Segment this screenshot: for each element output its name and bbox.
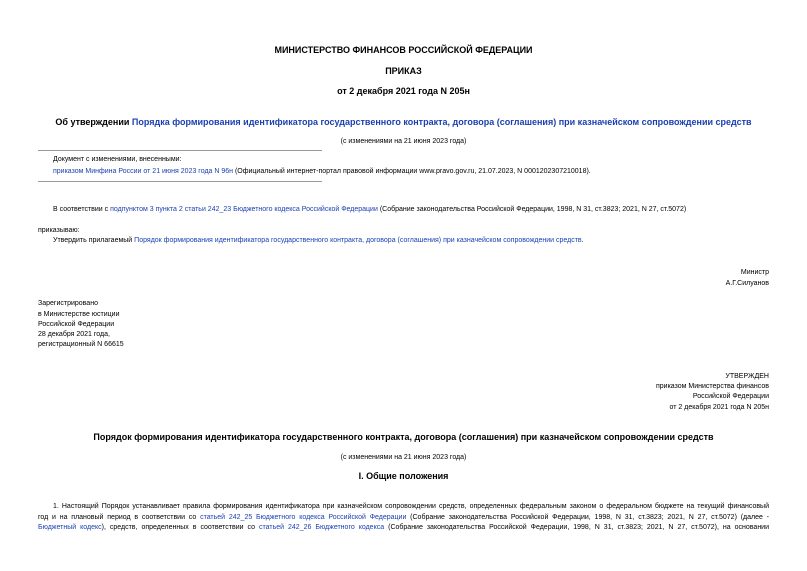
signature-name: А.Г.Силуанов <box>725 280 769 287</box>
changes-bottom-divider <box>38 181 322 182</box>
changes-entry-tail: (Официальный интернет-портал правовой информации www.pravo.gov.ru, 21.07.2023, N 0001202307210018). <box>233 168 591 175</box>
approved-line: от 2 декабря 2021 года N 205н <box>669 404 769 411</box>
order-title <box>0 117 807 128</box>
approved-line: Российской Федерации <box>692 393 769 400</box>
p1-line2-a: год и на плановый период в соответствии со <box>38 514 201 521</box>
changes-top-divider <box>38 150 322 151</box>
changes-label: Документ с изменениями, внесенными: <box>53 156 182 163</box>
preamble-tail: (Собрание законодательства Российской Федерации, 1998, N 31, ст.3823; 2021, N 27, ст.5072) <box>377 206 687 213</box>
approved-line: приказом Министерства финансов <box>655 383 769 390</box>
p1-line2-b: (Собрание законодательства Российской Федерации, 1998, N 31, ст.3823; 2021, N 27, ст.5072) (далее - <box>406 514 770 521</box>
doc-type-heading: ПРИКАЗ <box>385 66 422 76</box>
approved-line: УТВЕРЖДЕН <box>725 373 769 380</box>
order-text <box>53 236 584 245</box>
article-242-26-link[interactable]: статьей 242_26 Бюджетного кодекса <box>259 524 385 531</box>
ministry-heading: МИНИСТЕРСТВО ФИНАНСОВ РОССИЙСКОЙ ФЕДЕРАЦИИ <box>274 45 533 55</box>
procedure-title: Порядок формирования идентификатора государственного контракта, договора (соглашения) при казначейском сопровождении средств <box>93 432 714 442</box>
section-heading: I. Общие положения <box>358 471 449 481</box>
registration-line: в Министерстве юстиции <box>38 311 120 318</box>
order-date-number: от 2 декабря 2021 года N 205н <box>337 86 470 96</box>
budget-code-article-link[interactable]: подпунктом 3 пункта 2 статьи 242_23 Бюджетного кодекса Российской Федерации <box>110 206 378 213</box>
article-242-25-link[interactable]: статьей 242_25 Бюджетного кодекса Российской Федерации <box>200 514 407 521</box>
preamble <box>53 205 686 214</box>
p1-line3-b: (Собрание законодательства Российской Федерации, 1998, N 31, ст.3823; 2021, N 27, ст.5072), на основании <box>384 524 770 531</box>
changes-entry <box>53 167 591 176</box>
amending-order-link[interactable]: приказом Минфина России от 21 июня 2023 года N 96н <box>53 168 234 175</box>
order-verb: приказываю: <box>38 227 80 234</box>
procedure-edition-note: (с изменениями на 21 июня 2023 года) <box>340 454 467 461</box>
registration-line: Зарегистрировано <box>38 300 98 307</box>
preamble-prefix: В соответствии с <box>53 206 111 213</box>
procedure-link[interactable]: Порядок формирования идентификатора государственного контракта, договора (соглашения) при казначейском сопровождении средств <box>134 237 582 244</box>
order-text-prefix: Утвердить прилагаемый <box>53 237 135 244</box>
paragraph-1-line-3 <box>38 523 769 532</box>
order-text-tail: . <box>581 237 584 244</box>
paragraph-1-line-2 <box>38 513 769 522</box>
signature-position: Министр <box>740 269 769 276</box>
order-title-prefix: Об утверждении <box>55 117 132 127</box>
registration-line: 28 декабря 2021 года, <box>38 331 110 338</box>
edition-note: (с изменениями на 21 июня 2023 года) <box>340 138 467 145</box>
paragraph-1-line-1: 1. Настоящий Порядок устанавливает правила формирования идентификатора при казначейском сопровождении средств, определенных федеральным законом о федеральном бюджете на текущий финансовый <box>53 503 769 510</box>
budget-code-link[interactable]: Бюджетный кодекс <box>38 524 102 531</box>
registration-line: Российской Федерации <box>38 321 115 328</box>
order-title-link[interactable]: Порядка формирования идентификатора государственного контракта, договора (соглашения) при казначейском сопровождении средств <box>131 117 752 127</box>
registration-line: регистрационный N 66615 <box>38 341 124 348</box>
p1-line3-a: ), средств, определенных в соответствии со <box>101 524 259 531</box>
